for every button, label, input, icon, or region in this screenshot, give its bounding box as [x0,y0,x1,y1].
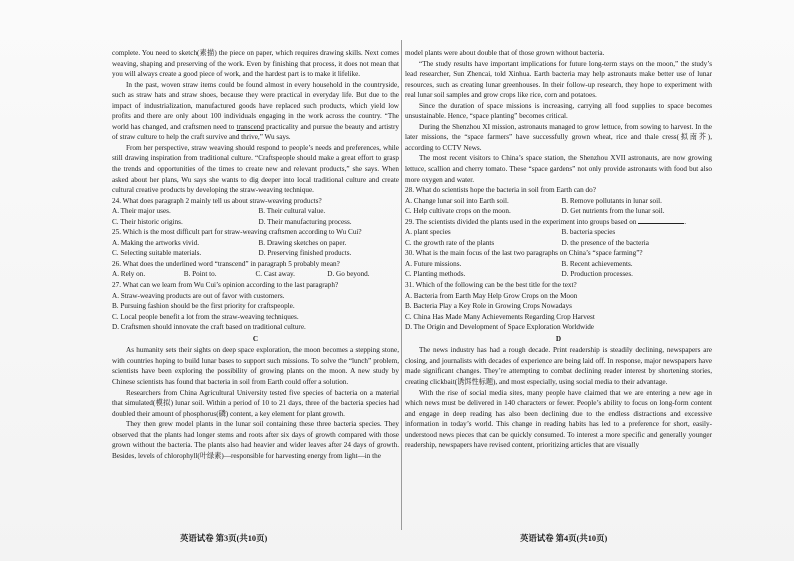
option: A. Rely on. [112,270,146,279]
answer-blank [638,217,684,224]
option: C. Planting methods. [405,270,466,279]
passage-d-paragraph: With the rise of social media sites, many people have claimed that we are entering a new age in which news must be delivered in 140 characters or fewer. People’s ability to focus on long-form content and engage in deep reading has also been declining due to the endless distractions and excessive information in today’s world. This change in reading habits has led to a preference for short, easily-understood news pieces that can be quickly consumed. To interest a more specific and generally younger readership, newspapers have revised content, prioritizing articles that are visually [405,388,712,450]
question-28-options [405,196,712,217]
option: B. Remove pollutants in lunar soil. [561,196,662,205]
question-29-options [405,227,712,248]
question-text: 29. The scientists divided the plants used in the experiment into groups based on [405,217,637,226]
paragraph-text: practicality and pursue the beauty and artistry of straw culture to help the craft survive and thrive,” Wu says. [112,122,400,142]
option: C. the growth rate of the plants [405,238,495,247]
option: D. Production processes. [561,270,633,279]
question-25: 25. Which is the most difficult part for straw-weaving craftsmen according to Wu Cui? [112,228,362,237]
option: D. Get nutrients from the lunar soil. [561,207,665,216]
left-column [112,48,399,461]
question-27: 27. What can we learn from Wu Cui’s opinion according to the last paragraph? [112,281,339,290]
question-26-options [112,269,399,280]
passage-d-paragraph: The news industry has had a rough decade. Print readership is steadily declining, newspapers are closing, and journalists with decades of experience are being laid off. In response, major newspapers have made significant changes. They’re attempting to combat declining reader interest by shortening stories, creating clickbait(诱饵性标题), and most especially, using social media to their advantage. [405,346,712,386]
column-divider [401,40,402,530]
option: A. Change lunar soil into Earth soil. [405,196,509,205]
passage-b-paragraph: From her perspective, straw weaving should respond to people’s needs and preferences, while still drawing inspiration from traditional culture. “Craftspeople should make a great effort to grasp the trends and opportunities of the times to create new and relevant products,” she says. When asked about her plans, Wu says she wants to dig deeper into local traditional culture and create cultural creative products by developing the straw-weaving technique. [112,143,399,195]
passage-b-paragraph [112,80,399,143]
passage-c-paragraph: Since the duration of space missions is increasing, carrying all food supplies to space becomes unsustainable. Hence, “space planting” becomes critical. [405,101,712,121]
passage-c-paragraph: As humanity sets their sights on deep space exploration, the moon becomes a stepping stone, with countries hoping to build lunar bases to support such missions. To solve the “lunch” problem, scientists have been exploring the possibility of growing plants on the moon. A new study by Chinese scientists has found that bacteria in soil from Earth could offer a solution. [112,346,399,386]
option: D. The Origin and Development of Space Exploration Worldwide [405,323,594,332]
page-footer-left: 英语试卷 第3页(共10页) [180,534,268,543]
passage-c-paragraph: model plants were about double that of those grown without bacteria. [405,49,605,57]
paragraph-text: In the past, woven straw items could be found almost in every household in the countryside, such as straw hats and straw shoes, because they were practical in everyday life. But due to the impact of industrialization, manufactured goods have replaced such products, which yield low profits and there are only about 100 individuals engaging in the work across the country. “The world has changed, and craftsmen need to [112,80,399,131]
passage-c-paragraph: “The study results have important implications for future long-term stays on the moon,” the study’s lead researcher, Sun Zhencai, told Xinhua. Earth bacteria may help astronauts make better use of lunar resources, such as creating lunar greenhouses. In their follow-up research, they hope to experiment with real lunar soil samples and grow crops like rice, corn and potatoes. [405,59,712,100]
option: B. Point to. [183,270,217,279]
option: B. Bacteria Play a Key Role in Growing Crops Nowadays [405,302,572,311]
option: A. Their major uses. [112,207,171,216]
option: D. Craftsmen should innovate the craft based on traditional culture. [112,323,306,332]
option: D. Go beyond. [327,270,370,279]
section-heading-d: D [555,334,562,343]
option: B. Drawing sketches on paper. [258,238,347,247]
question-30-options [405,259,712,280]
question-26: 26. What does the underlined word “transcend” in paragraph 5 probably mean? [112,259,340,268]
option: D. Their manufacturing process. [258,217,352,226]
option: D. the presence of the bacteria [561,238,649,247]
option: C. China Has Made Many Achievements Regarding Crop Harvest [405,312,595,321]
option: C. Selecting suitable materials. [112,249,202,258]
question-29: 29. The scientists divided the plants used in the experiment into groups based on . [405,217,687,226]
option: A. Straw-weaving products are out of favor with customers. [112,291,285,300]
question-30: 30. What is the main focus of the last two paragraphs on China’s “space farming”? [405,249,643,258]
passage-c-paragraph: They then grew model plants in the lunar soil containing these three bacteria species. They observed that the plants had longer stems and roots after six days of growth compared with those grown without the bacteria. The plants also had heavier and wider leaves after 24 days of growth. Besides, levels of chlorophyll(叶绿素)—responsible for harvesting energy from light—in the [112,420,399,460]
question-25-options [112,238,399,259]
option: B. bacteria species [561,228,616,237]
page-footer-right: 英语试卷 第4页(共10页) [520,534,608,543]
question-28: 28. What do scientists hope the bacteria in soil from Earth can do? [405,186,596,195]
option: B. Pursuing fashion should be the first priority for craftspeople. [112,302,295,311]
underlined-word: transcend [236,122,264,131]
option: D. Preserving finished products. [258,249,352,258]
passage-c-paragraph: The most recent visitors to China’s space station, the Shenzhou XVII astronauts, are now growing lettuce, scallion and cherry tomato. These “space gardens” not only provide astronauts with food but also more oxygen and water. [405,154,712,184]
option: C. Local people benefit a lot from the straw-weaving techniques. [112,312,299,321]
option: C. Help cultivate crops on the moon. [405,207,511,216]
question-24: 24. What does paragraph 2 mainly tell us about straw-weaving products? [112,196,322,205]
passage-b-paragraph: complete. You need to sketch(素描) the piece on paper, which requires drawing skills. Next comes weaving, shaping and preserving of the work. Even by finishing that process, it does not mean that you will always create a good piece of work, and the hardest part is to make it lifelike. [112,49,399,79]
passage-c-paragraph: Researchers from China Agricultural University tested five species of bacteria on a material that simulated(模拟) lunar soil. Within a period of 10 to 21 days, three of the bacteria species had doubled their amount of phosphorus(磷) content, a key element for plant growth. [112,388,399,418]
question-31: 31. Which of the following can be the best title for the text? [405,281,577,290]
option: A. Making the artworks vivid. [112,238,200,247]
question-27-options [112,291,399,333]
option: A. plant species [405,228,451,237]
option: C. Their historic origins. [112,217,183,226]
question-24-options [112,206,399,227]
option: C. Cast away. [255,270,295,279]
passage-c-paragraph: During the Shenzhou XI mission, astronauts managed to grow lettuce, from sowing to harvest. In the later missions, the “space farmers” have successfully grown wheat, rice and thale cress(拟南芥), according to CCTV News. [405,122,712,152]
section-heading-c: C [252,334,259,343]
option: A. Future missions. [405,259,462,268]
right-column [405,48,712,451]
option: A. Bacteria from Earth May Help Grow Crops on the Moon [405,291,578,300]
question-31-options [405,291,712,333]
option: B. Their cultural value. [258,207,326,216]
option: B. Recent achievements. [561,259,633,268]
